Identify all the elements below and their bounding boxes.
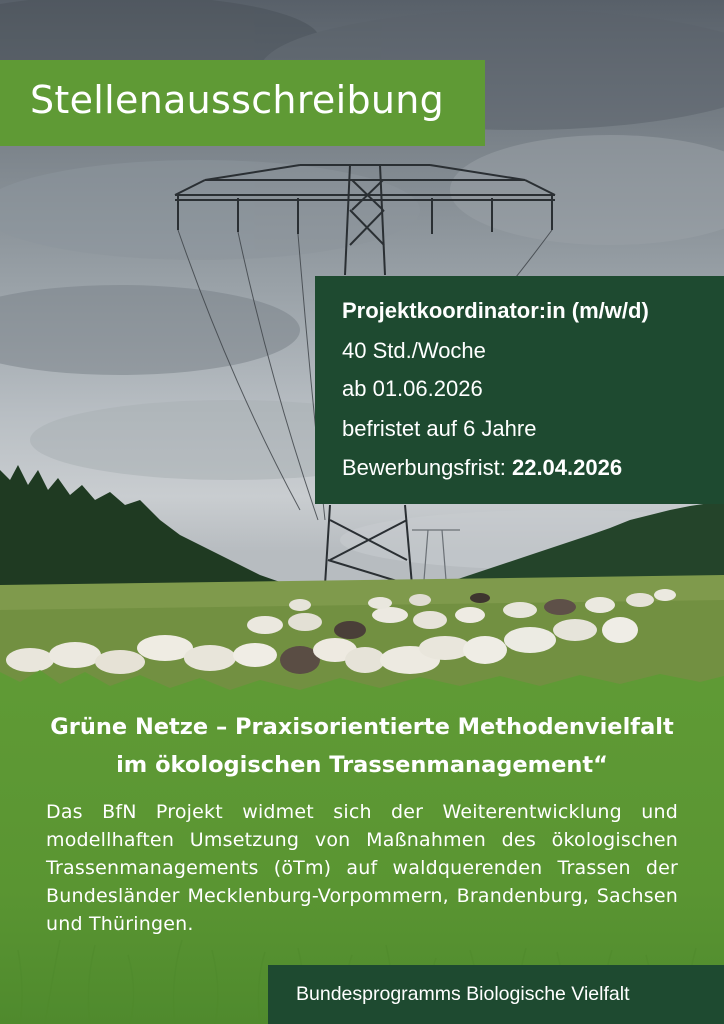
deadline-label: Bewerbungsfrist:	[342, 455, 512, 480]
headline-line-1: Grüne Netze – Praxisorientierte Methodenvielfalt	[50, 714, 674, 740]
forest-left	[0, 465, 280, 600]
page-title: Stellenausschreibung	[30, 78, 445, 122]
application-deadline	[342, 455, 622, 481]
project-description: Das BfN Projekt widmet sich der Weiterentwicklung und modellhaften Umsetzung von Maßnahmen des ökologischen Trassenmanagements (öTm) auf waldquerenden Trassen der Bundesländer Mecklenburg-Vorpommern, Brandenburg, Sachsen und Thüringen.	[46, 801, 678, 935]
job-term: befristet auf 6 Jahre	[342, 416, 537, 441]
job-start-date: ab 01.06.2026	[342, 376, 483, 401]
headline-line-2: im ökologischen Trassenmanagement“	[116, 752, 608, 778]
project-headline	[0, 708, 724, 784]
job-position: Projektkoordinator:in (m/w/d)	[342, 298, 649, 323]
title-banner	[0, 60, 485, 146]
deadline-date: 22.04.2026	[511, 455, 623, 480]
job-details-box	[315, 276, 724, 504]
job-hours: 40 Std./Woche	[342, 338, 486, 363]
footer-label: Bundesprogramms Biologische Vielfalt	[296, 983, 630, 1005]
footer-banner	[268, 965, 724, 1024]
